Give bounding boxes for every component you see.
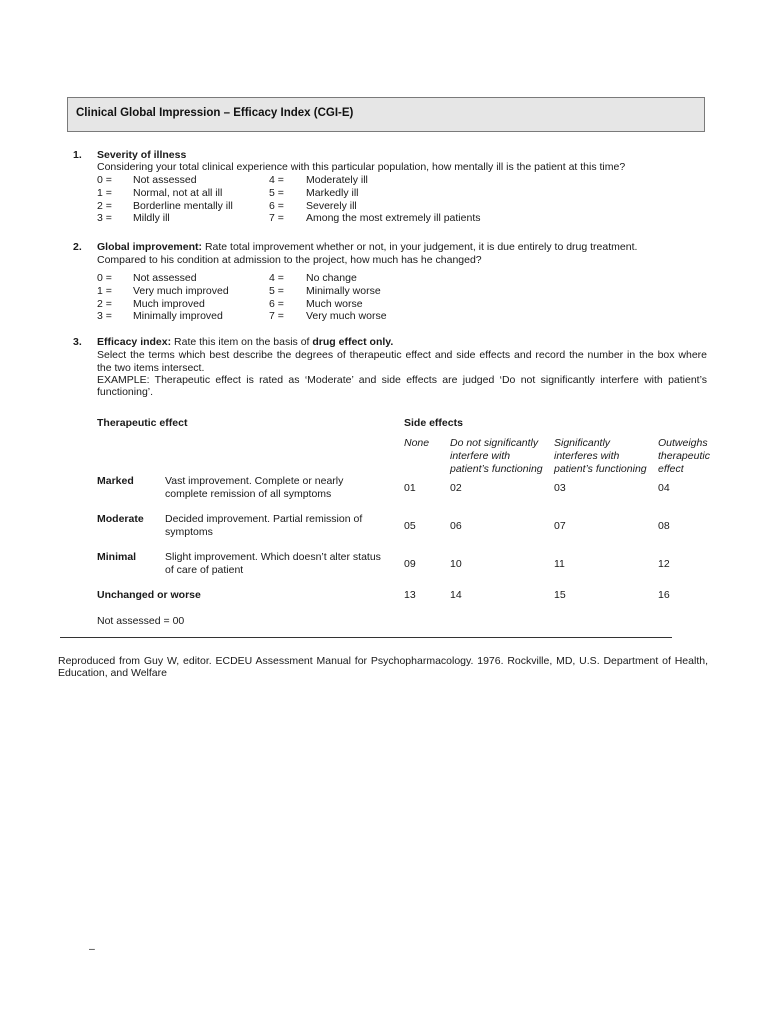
side-effects-header: Side effects — [404, 417, 463, 429]
section-1-heading: Severity of illness — [97, 149, 187, 161]
section-3-heading: Efficacy index: — [97, 336, 172, 348]
citation-line1: Reproduced from Guy W, editor. ECDEU Assessment Manual for Psychopharmacology. 1976. Rockville, MD, U.S. Department of Health, — [58, 655, 708, 667]
s2-code: 0 = — [97, 272, 112, 284]
section-3-line3: EXAMPLE: Therapeutic effect is rated as ‘Moderate’ and side effects are judged ‘Do not significantly interfere with patient’s — [97, 374, 707, 386]
cell-value: 05 — [404, 520, 416, 532]
section-2-text: Rate total improvement whether or not, in your judgement, it is due entirely to drug treatment. — [204, 241, 638, 253]
s2-code: 2 = — [97, 298, 112, 310]
cell-value: 03 — [554, 482, 566, 494]
not-assessed-note: Not assessed = 00 — [97, 615, 185, 627]
cell-value: 16 — [658, 589, 670, 601]
s1-label: Moderately ill — [306, 174, 368, 186]
section-3-line1: Select the terms which best describe the degrees of therapeutic effect and side effects and record the number in the box where — [97, 349, 707, 361]
s1-label: Severely ill — [306, 200, 357, 212]
s1-code: 3 = — [97, 212, 112, 224]
s2-code: 6 = — [269, 298, 284, 310]
s1-code: 6 = — [269, 200, 284, 212]
section-2-line1 — [97, 241, 637, 253]
s2-label: Much improved — [133, 298, 205, 310]
cell-value: 02 — [450, 482, 462, 494]
cell-value: 13 — [404, 589, 416, 601]
section-2-heading: Global improvement: — [97, 241, 203, 253]
column-line: interfere with — [450, 450, 511, 462]
desc-line: complete remission of all symptoms — [165, 488, 332, 500]
section-3-line4: functioning’. — [97, 386, 154, 398]
s1-code: 0 = — [97, 174, 112, 186]
cell-value: 06 — [450, 520, 462, 532]
s1-label: Mildly ill — [133, 212, 170, 224]
row-desc-minimal — [165, 551, 381, 577]
cell-value: 14 — [450, 589, 462, 601]
column-line: effect — [658, 463, 684, 475]
section-1-question: Considering your total clinical experience with this particular population, how mentally ill is the patient at this time? — [97, 161, 626, 173]
s1-code: 2 = — [97, 200, 112, 212]
column-line: patient’s functioning — [554, 463, 647, 475]
row-desc-marked — [165, 475, 343, 501]
cell-value: 10 — [450, 558, 462, 570]
cell-value: 04 — [658, 482, 670, 494]
row-label-moderate: Moderate — [97, 513, 144, 525]
section-3-intro: Rate this item on the basis of — [174, 336, 310, 348]
column-outweighs — [658, 437, 710, 476]
column-line: patient’s functioning — [450, 463, 543, 475]
section-3-line2: the two items intersect. — [97, 362, 205, 374]
s2-code: 5 = — [269, 285, 284, 297]
section-3-line0 — [97, 336, 393, 348]
column-line: Outweighs — [658, 437, 708, 449]
cell-value: 11 — [554, 558, 565, 570]
desc-line: Decided improvement. Partial remission of — [165, 513, 363, 525]
s1-code: 1 = — [97, 187, 112, 199]
column-significantly-interferes — [554, 437, 647, 476]
therapeutic-effect-header: Therapeutic effect — [97, 417, 188, 429]
s1-code: 4 = — [269, 174, 284, 186]
section-1-number: 1. — [73, 149, 82, 161]
column-do-not-interfere — [450, 437, 543, 476]
section-3-emphasis: drug effect only. — [312, 336, 394, 348]
desc-line: Slight improvement. Which doesn’t alter status — [165, 551, 381, 563]
column-line: Significantly — [554, 437, 611, 449]
page-mark: – — [89, 943, 95, 955]
divider — [60, 637, 672, 638]
s1-code: 7 = — [269, 212, 284, 224]
s2-code: 4 = — [269, 272, 284, 284]
s2-label: Minimally worse — [306, 285, 381, 297]
section-2-number: 2. — [73, 241, 82, 253]
s1-code: 5 = — [269, 187, 284, 199]
section-2-line2: Compared to his condition at admission to the project, how much has he changed? — [97, 254, 482, 266]
column-line: therapeutic — [658, 450, 710, 462]
s2-label: Minimally improved — [133, 310, 223, 322]
s2-label: No change — [306, 272, 357, 284]
s2-label: Very much worse — [306, 310, 387, 322]
page-title: Clinical Global Impression – Efficacy Index (CGI-E) — [76, 107, 354, 119]
row-desc-moderate — [165, 513, 362, 539]
column-none: None — [404, 437, 430, 449]
column-line: Do not significantly — [450, 437, 539, 449]
citation-line2: Education, and Welfare — [58, 667, 167, 679]
section-3-number: 3. — [73, 336, 82, 348]
s2-code: 7 = — [269, 310, 284, 322]
s1-label: Not assessed — [133, 174, 197, 186]
s2-code: 1 = — [97, 285, 112, 297]
s2-label: Not assessed — [133, 272, 197, 284]
s1-label: Normal, not at all ill — [133, 187, 223, 199]
s1-label: Among the most extremely ill patients — [306, 212, 481, 224]
cell-value: 01 — [404, 482, 416, 494]
desc-line: of care of patient — [165, 564, 244, 576]
desc-line: symptoms — [165, 526, 213, 538]
title-box — [67, 97, 705, 132]
cell-value: 09 — [404, 558, 416, 570]
s1-label: Markedly ill — [306, 187, 359, 199]
desc-line: Vast improvement. Complete or nearly — [165, 475, 344, 487]
cell-value: 07 — [554, 520, 566, 532]
row-label-minimal: Minimal — [97, 551, 137, 563]
s2-code: 3 = — [97, 310, 112, 322]
s1-label: Borderline mentally ill — [133, 200, 233, 212]
s2-label: Very much improved — [133, 285, 229, 297]
s2-label: Much worse — [306, 298, 363, 310]
cell-value: 08 — [658, 520, 670, 532]
cell-value: 15 — [554, 589, 566, 601]
column-line: interferes with — [554, 450, 620, 462]
row-label-marked: Marked — [97, 475, 134, 487]
row-label-unchanged: Unchanged or worse — [97, 589, 201, 601]
cell-value: 12 — [658, 558, 670, 570]
